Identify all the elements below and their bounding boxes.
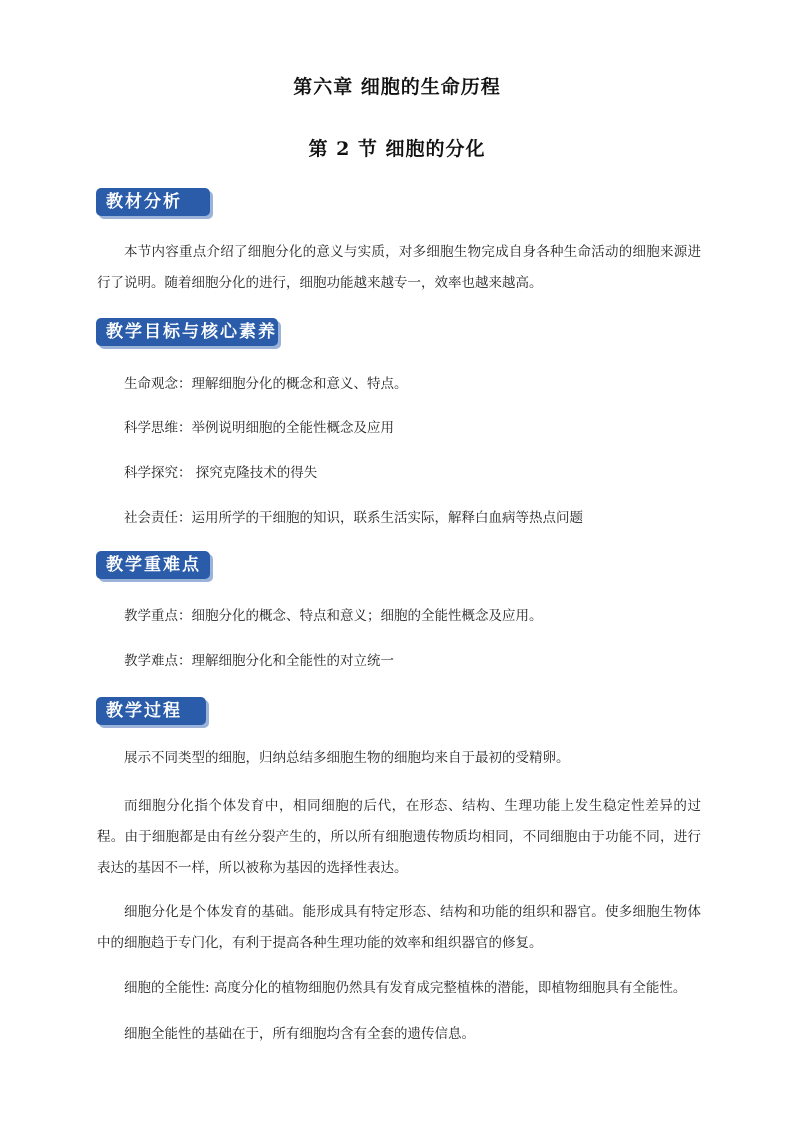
section-banner-goals: 教学目标与核心素养 [96,318,278,346]
section-banner-analysis: 教材分析 [96,188,210,216]
process-paragraph-3: 细胞分化是个体发育的基础。能形成具有特定形态、结构和功能的组织和器官。使多细胞生物体中的细胞趋于专门化，有利于提高各种生理功能的效率和组织器官的修复。 [97,904,701,951]
process-paragraph-2: 而细胞分化指个体发育中，相同细胞的后代，在形态、结构、生理功能上发生稳定性差异的过程。由于细胞都是由有丝分裂产生的，所以所有细胞遗传物质均相同，不同细胞由于功能不同，进行表达的基因不一样，所以被称为基因的选择性表达。 [97,798,701,876]
process-paragraph-1: 展示不同类型的细胞，归纳总结多细胞生物的细胞均来自于最初的受精卵。 [124,750,570,766]
goal-item-scientific-inquiry: 科学探究： 探究克隆技术的得失 [124,465,318,481]
chapter-title: 第六章 细胞的生命历程 [293,76,501,98]
section-banner-process: 教学过程 [96,697,206,725]
goal-item-scientific-thinking: 科学思维：举例说明细胞的全能性概念及应用 [124,420,394,436]
section-title: 第 2 节 细胞的分化 [308,138,486,160]
key-point-difficulty: 教学难点：理解细胞分化和全能性的对立统一 [124,653,394,669]
key-point-focus: 教学重点：细胞分化的概念、特点和意义；细胞的全能性概念及应用。 [124,608,543,624]
process-paragraph-5: 细胞全能性的基础在于，所有细胞均含有全套的遗传信息。 [124,1026,475,1042]
section-banner-key-points: 教学重难点 [96,551,210,579]
analysis-paragraph: 本节内容重点介绍了细胞分化的意义与实质，对多细胞生物完成自身各种生命活动的细胞来源进行了说明。随着细胞分化的进行，细胞功能越来越专一，效率也越来越高。 [97,244,701,291]
goal-item-life-concept: 生命观念：理解细胞分化的概念和意义、特点。 [124,376,408,392]
process-paragraph-4: 细胞的全能性: 高度分化的植物细胞仍然具有发育成完整植株的潜能，即植物细胞具有全能性。 [124,980,687,996]
goal-item-social-responsibility: 社会责任：运用所学的干细胞的知识，联系生活实际，解释白血病等热点问题 [124,510,583,526]
